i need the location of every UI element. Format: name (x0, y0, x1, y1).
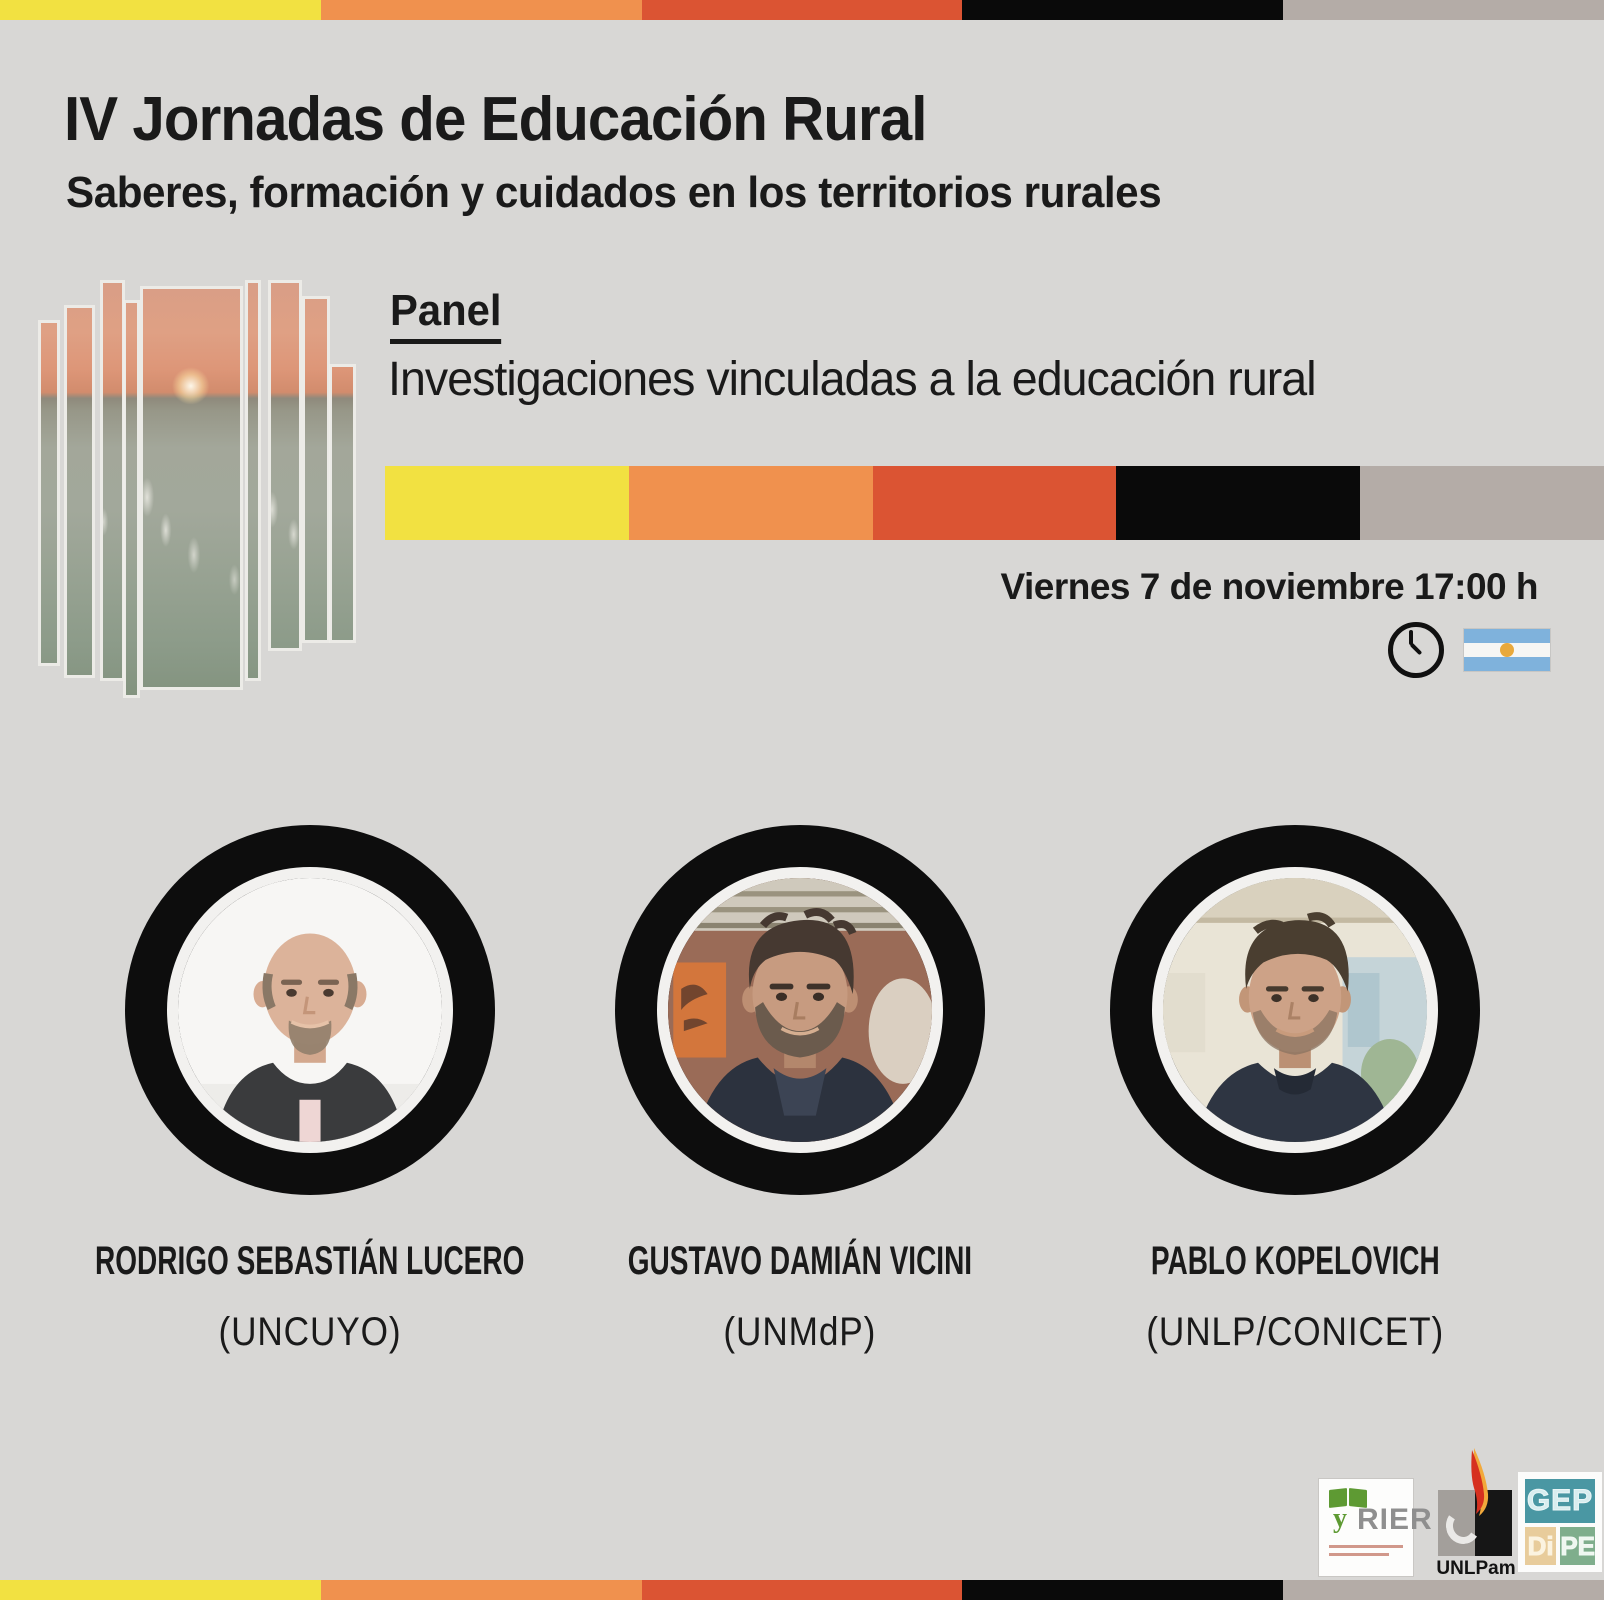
clock-icon (1388, 622, 1444, 678)
stripe-segment-yellow (0, 1580, 321, 1600)
stripe-segment-black (962, 1580, 1283, 1600)
rier-logo (1318, 1478, 1433, 1577)
panel-topic: Investigaciones vinculadas a la educación rural (388, 353, 1316, 406)
portrait-illustration (1163, 878, 1427, 1142)
unlpam-logo-text: UNLPam (1436, 1558, 1516, 1579)
sunset-photo-strip (126, 303, 137, 695)
rier-logo-caption-line (1329, 1553, 1389, 1556)
speaker-photo-rodrigo-lucero (125, 825, 495, 1195)
sunset-photo-strip (143, 289, 240, 687)
speaker-name: PABLO KOPELOVICH (1150, 1239, 1440, 1283)
stripe-segment-gray (1283, 1580, 1604, 1600)
speaker-name: RODRIGO SEBASTIÁN LUCERO (95, 1239, 525, 1283)
rier-logo-text: RIER (1357, 1503, 1433, 1536)
unlpam-logo (1436, 1448, 1516, 1578)
stripe-segment-orange (321, 0, 642, 20)
speaker-card (1085, 825, 1505, 1355)
argentina-flag-icon (1464, 629, 1550, 671)
sunset-photo-strip (332, 367, 353, 640)
stripe-segment-orange (321, 1580, 642, 1600)
stripe-segment-black (1116, 466, 1360, 540)
gep-logo-text: GEP (1525, 1479, 1595, 1523)
pe-logo-text: PE (1560, 1527, 1595, 1565)
event-datetime: Viernes 7 de noviembre 17:00 h (1000, 566, 1538, 607)
gepdipe-logo (1518, 1472, 1602, 1572)
sunset-photo-strip (305, 299, 327, 640)
speaker-card (95, 825, 525, 1355)
portrait-illustration (178, 878, 442, 1142)
sunset-collage-image (41, 283, 353, 695)
schedule-icons (1388, 622, 1550, 678)
speaker-affiliation: (UNCUYO) (218, 1310, 402, 1354)
sunset-photo-strip (103, 283, 122, 678)
flag-sun-icon (1500, 643, 1514, 657)
event-subtitle: Saberes, formación y cuidados en los territorios rurales (66, 168, 1162, 217)
event-title: IV Jornadas de Educación Rural (64, 85, 927, 154)
di-logo-text: Di (1525, 1527, 1556, 1565)
flame-icon (1460, 1448, 1494, 1526)
speaker-affiliation: (UNLP/CONICET) (1146, 1310, 1444, 1354)
portrait-illustration (668, 878, 932, 1142)
rier-logo-caption-line (1329, 1545, 1403, 1548)
panel-heading: Panel (390, 286, 502, 344)
speaker-affiliation: (UNMdP) (723, 1310, 877, 1354)
speaker-photo-gustavo-vicini (615, 825, 985, 1195)
speaker-name: GUSTAVO DAMIÁN VICINI (627, 1239, 973, 1283)
stripe-segment-black (962, 0, 1283, 20)
sunset-photo-strip (248, 283, 258, 678)
stripe-segment-gray (1360, 466, 1604, 540)
speaker-card (590, 825, 1010, 1355)
speaker-photo-pablo-kopelovich (1110, 825, 1480, 1195)
stripe-segment-orange (629, 466, 873, 540)
middle-color-stripe (385, 466, 1604, 540)
stripe-segment-yellow (385, 466, 629, 540)
sunset-photo-strip (41, 323, 57, 663)
sunset-photo-strip (67, 308, 92, 675)
sunset-photo-strip (271, 283, 299, 648)
stripe-segment-red (642, 1580, 963, 1600)
stripe-segment-red (642, 0, 963, 20)
stripe-segment-yellow (0, 0, 321, 20)
rier-logo-prefix: y (1333, 1503, 1347, 1534)
top-color-stripe (0, 0, 1604, 20)
bottom-color-stripe (0, 1580, 1604, 1600)
stripe-segment-red (873, 466, 1117, 540)
stripe-segment-gray (1283, 0, 1604, 20)
